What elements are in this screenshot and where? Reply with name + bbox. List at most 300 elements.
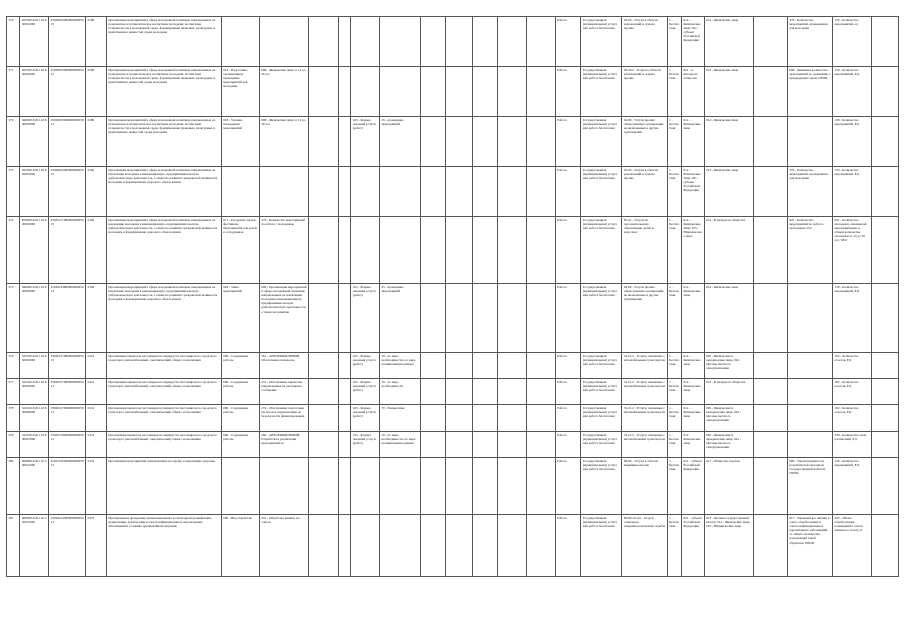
quality-indicator: 925 - Количество мероприятий по работе с молодежью, ЕД bbox=[787, 217, 832, 284]
quality-indicator: 613 - Удельный вес жилищ в очаге, обработанных в очагах инфекционных и паразитарных заболеваний, от общего количества, подлежащих такой обработке, ПРОЦ bbox=[787, 515, 832, 577]
content-param-1: 018 - Уровень проведения мероприятий bbox=[221, 117, 259, 167]
table-row bbox=[7, 458, 899, 515]
empty-col bbox=[445, 432, 473, 458]
payment-type: 1 - Бесплатная bbox=[667, 217, 681, 284]
basic-service-code: 0182 bbox=[86, 284, 107, 353]
basic-service-code: 0155 bbox=[86, 515, 107, 577]
row-number: 380 bbox=[7, 458, 20, 515]
row-number: 379 bbox=[7, 432, 20, 458]
empty-col bbox=[445, 67, 473, 117]
empty-col bbox=[309, 432, 339, 458]
volume-indicator: 243 - Объем обработанных помещений в очагах жилищ по отчету, м bbox=[833, 515, 872, 577]
unique-number: 3302012790000000005013 bbox=[49, 353, 86, 379]
empty-col bbox=[309, 405, 339, 432]
content-param-1: 012 - Подготовка, организация и проведение мероприятий для молодежи bbox=[221, 67, 259, 117]
empty-col bbox=[473, 405, 498, 432]
empty-col bbox=[753, 217, 787, 284]
empty-col bbox=[445, 167, 473, 217]
empty-col bbox=[498, 284, 527, 353]
empty-col bbox=[445, 458, 473, 515]
consumer-group: 014 - Физические лица bbox=[704, 284, 753, 353]
empty-col bbox=[753, 458, 787, 515]
empty-col bbox=[526, 217, 555, 284]
table-row bbox=[7, 284, 899, 353]
condition-param-1: 105 - Формы оказания услуги (работ) bbox=[351, 353, 380, 379]
empty-col bbox=[872, 284, 899, 353]
okved-code: 52.21.2 - Услуги, связанные с автомобильным транспортом bbox=[622, 379, 667, 405]
empty-col bbox=[338, 67, 350, 117]
empty-col bbox=[338, 284, 350, 353]
content-param-1: 017 - Городские лагеря, фестивали. Мероприятия для детей и сотрудников bbox=[221, 217, 259, 284]
empty-col bbox=[338, 405, 350, 432]
empty-col bbox=[526, 17, 555, 67]
service-type: Работа bbox=[555, 379, 581, 405]
service-name: Организация мероприятий в сфере молодежной политики, направленных на вовлечение молодежи в инновационную, предпринимательскую, добровольческую деятельность, а также на развитие гражданской активности молодежи и формирование здорового образа жизни bbox=[106, 167, 221, 217]
consumer-group: 029 - Физические и юридические лица; 022 - Органы местного самоуправления bbox=[704, 405, 753, 432]
consumer-category: 012 - Физические лица; 015 - Юридические лица bbox=[682, 217, 705, 284]
row-number: 370 bbox=[7, 17, 20, 67]
empty-col bbox=[445, 284, 473, 353]
okved-code: 93.29 - Услуги в области развлечений и отдыха прочие bbox=[622, 17, 667, 67]
volume-indicator: 192 - Количество отчетов, ЕД bbox=[833, 405, 872, 432]
condition-param-2: 25 - проведение мероприятий bbox=[379, 284, 420, 353]
payment-type: 1 - Бесплатная bbox=[667, 379, 681, 405]
row-number: 376 bbox=[7, 353, 20, 379]
empty-col bbox=[498, 515, 527, 577]
condition-param-1: 105 - Формы оказания услуги (работ) bbox=[351, 432, 380, 458]
quality-indicator: 379 - Количество мероприятий, проведенных для молодежи bbox=[787, 167, 832, 217]
empty-col bbox=[753, 17, 787, 67]
service-kind: Государственная (муниципальная) услуга или работа бесплатная bbox=[581, 17, 622, 67]
consumer-category: 021 - субъект Российской Федерации bbox=[682, 515, 705, 577]
row-number: 373 bbox=[7, 167, 20, 217]
payment-type: 1 - Бесплатная bbox=[667, 284, 681, 353]
empty-col bbox=[338, 432, 350, 458]
quality-indicator: 008 - Динамика количества мероприятий по сравнению с предыдущим годом, ПРОЦ bbox=[787, 67, 832, 117]
service-name: Организация мероприятий в сфере молодежной политики, направленных на гражданское и патриотическое воспитание молодежи, воспитание толерантности в молодежной среде, формирование правовых, культурных и нравственных ценностей среди молодежи bbox=[106, 117, 221, 167]
row-number: 378 bbox=[7, 405, 20, 432]
consumer-category: 012 - Физические лица bbox=[682, 379, 705, 405]
empty-col bbox=[338, 17, 350, 67]
condition-param-1: 105 - Формы оказания услуги (работ) bbox=[351, 405, 380, 432]
empty-col bbox=[473, 284, 498, 353]
consumer-group: 029 - Физические и юридические лица; 022 - Органы местного самоуправления bbox=[704, 353, 753, 379]
registry-code: 960000.Р.45.1.01550001000 bbox=[20, 515, 49, 577]
services-register-table bbox=[6, 16, 899, 577]
unique-number: 3302012800000000005013 bbox=[49, 432, 86, 458]
empty-col bbox=[498, 458, 527, 515]
consumer-category: 012 - Физические лица bbox=[682, 405, 705, 432]
registry-code: 022500.Р.45.1.01830002000 bbox=[20, 67, 49, 117]
empty-col bbox=[338, 167, 350, 217]
row-number: 371 bbox=[7, 67, 20, 117]
consumer-category: 012 - Физические лица bbox=[682, 117, 705, 167]
service-name: Организация и проведение дезинсекционных и санитарной дезинфекции, дезинсекции, дератизации в очагах инфекционных и паразитарных заболеваний и условиях чрезвычайной ситуации bbox=[106, 515, 221, 577]
empty-col bbox=[309, 379, 339, 405]
service-type: Работа bbox=[555, 67, 581, 117]
basic-service-code: 0114 bbox=[86, 405, 107, 432]
basic-service-code: 0182 bbox=[86, 167, 107, 217]
service-kind: Государственная (муниципальная) услуга или работа бесплатная bbox=[581, 405, 622, 432]
empty-col bbox=[872, 117, 899, 167]
service-type: Работа bbox=[555, 167, 581, 217]
okved-code: 86.90.19.110 - Услуги санитарно-эпидемиологической службы bbox=[622, 515, 667, 577]
quality-indicator bbox=[787, 379, 832, 405]
content-param-1: 090 - Содержание работы bbox=[221, 379, 259, 405]
payment-type: 1 - Бесплатная bbox=[667, 117, 681, 167]
condition-param-1 bbox=[351, 458, 380, 515]
empty-col bbox=[473, 167, 498, 217]
empty-col bbox=[421, 515, 446, 577]
condition-param-2: 70 - по мере необходимости, по мере возникновения данных bbox=[379, 353, 420, 379]
row-number: 381 bbox=[7, 515, 20, 577]
empty-col bbox=[753, 284, 787, 353]
condition-param-2: 25 - проведение мероприятий bbox=[379, 117, 420, 167]
okved-code: 52.21.2 - Услуги, связанные с автомобильным транспортом bbox=[622, 405, 667, 432]
content-param-2 bbox=[259, 167, 308, 217]
empty-col bbox=[872, 432, 899, 458]
empty-col bbox=[421, 117, 446, 167]
service-type: Работа bbox=[555, 217, 581, 284]
empty-col bbox=[872, 515, 899, 577]
table-row bbox=[7, 217, 899, 284]
basic-service-code: 0182 bbox=[86, 217, 107, 284]
empty-col bbox=[445, 405, 473, 432]
content-param-2: 245 - Обработка жилищ, не очагов bbox=[259, 515, 308, 577]
condition-param-2 bbox=[379, 458, 420, 515]
content-param-1 bbox=[221, 17, 259, 67]
condition-param-2 bbox=[379, 515, 420, 577]
service-type: Работа bbox=[555, 17, 581, 67]
empty-col bbox=[498, 432, 527, 458]
registry-code: 022500.Р.45.1.01820001000 bbox=[20, 167, 49, 217]
empty-col bbox=[753, 379, 787, 405]
registry-code: 940000.Р.45.1.01830003000 bbox=[20, 117, 49, 167]
empty-col bbox=[473, 432, 498, 458]
content-param-1 bbox=[221, 167, 259, 217]
empty-col bbox=[309, 458, 339, 515]
empty-col bbox=[421, 217, 446, 284]
empty-col bbox=[338, 379, 350, 405]
service-name: Организация мероприятий в сфере молодежной политики, направленных на вовлечение молодежи в инновационную, предпринимательскую, добровольческую деятельность, а также на развитие гражданской активности молодежи и формирование здорового образа жизни bbox=[106, 284, 221, 353]
content-param-2 bbox=[259, 17, 308, 67]
volume-indicator: 001 - Количество молодежи, охваченной мероприятиями, в общем количестве молодежи от 14 до 30 лет, ЧЕЛ bbox=[833, 217, 872, 284]
registry-code: 522100.Р.45.1.01830004000 bbox=[20, 353, 49, 379]
service-type: Работа bbox=[555, 284, 581, 353]
registry-code: 522100.Р.45.1.01830007000 bbox=[20, 432, 49, 458]
empty-col bbox=[526, 458, 555, 515]
empty-col bbox=[872, 405, 899, 432]
condition-param-2 bbox=[379, 67, 420, 117]
empty-col bbox=[309, 217, 339, 284]
table-row bbox=[7, 117, 899, 167]
quality-indicator bbox=[787, 117, 832, 167]
payment-type: 1 - Бесплатная bbox=[667, 67, 681, 117]
service-kind: Государственная (муниципальная) услуга или работа бесплатная bbox=[581, 353, 622, 379]
service-name: Организация мероприятий в сфере молодежной политики, направленных на гражданское и патриотическое воспитание молодежи, воспитание толерантности в молодежной среде, формирование правовых, культурных и нравственных ценностей среди молодежи bbox=[106, 17, 221, 67]
empty-col bbox=[445, 515, 473, 577]
empty-col bbox=[872, 379, 899, 405]
empty-col bbox=[473, 217, 498, 284]
consumer-group: 014 - Физические лица bbox=[704, 17, 753, 67]
row-number: 374 bbox=[7, 217, 20, 284]
condition-param-1 bbox=[351, 515, 380, 577]
okved-code: 86.90 - Услуги в области медицины прочие bbox=[622, 458, 667, 515]
empty-col bbox=[872, 67, 899, 117]
empty-col bbox=[421, 167, 446, 217]
consumer-category: 012 - Физические лица bbox=[682, 353, 705, 379]
empty-col bbox=[338, 217, 350, 284]
service-type: Работа bbox=[555, 353, 581, 379]
payment-type: 1 - Бесплатная bbox=[667, 167, 681, 217]
unique-number: 2502813480000000005013 bbox=[49, 284, 86, 353]
empty-col bbox=[498, 67, 527, 117]
service-kind: Государственная (муниципальная) услуга или работа бесплатная bbox=[581, 432, 622, 458]
row-number: 375 bbox=[7, 284, 20, 353]
empty-col bbox=[338, 117, 350, 167]
service-kind: Государственная (муниципальная) услуга или работа бесплатная bbox=[581, 217, 622, 284]
unique-number: 2502810000000000005013 bbox=[49, 167, 86, 217]
basic-service-code: 0114 bbox=[86, 379, 107, 405]
empty-col bbox=[753, 353, 787, 379]
content-param-1: 090 - Содержание работы bbox=[221, 432, 259, 458]
basic-service-code: 0114 bbox=[86, 353, 107, 379]
content-param-2 bbox=[259, 458, 308, 515]
content-param-1: 006 - Вид обработки bbox=[221, 515, 259, 577]
payment-type: 1 - Бесплатная bbox=[667, 515, 681, 577]
consumer-group: 029 - Физические и юридические лица; 022 - Органы местного самоуправления bbox=[704, 432, 753, 458]
okved-code: 93.29.2 - Услуги в области развлечений и отдыха прочие bbox=[622, 67, 667, 117]
empty-col bbox=[445, 379, 473, 405]
condition-param-1: 105 - Формы оказания услуги (работ) bbox=[351, 117, 380, 167]
okved-code: 93.29 - Услуги в области развлечений и отдыха прочие bbox=[622, 167, 667, 217]
registry-code: 522100.Р.45.1.01830005000 bbox=[20, 379, 49, 405]
consumer-group: 014 - Физические лица bbox=[704, 167, 753, 217]
condition-param-2 bbox=[379, 17, 420, 67]
service-name: Организация перевозок пассажиров на маршрутах пассажирского городского транспорта (автомобильный, электрический) общего пользования bbox=[106, 379, 221, 405]
empty-col bbox=[445, 217, 473, 284]
unique-number: 3302012790000000005013 bbox=[49, 405, 86, 432]
service-kind: Государственная (муниципальная) услуга или работа бесплатная bbox=[581, 167, 622, 217]
volume-indicator: 130 - Количество мероприятий, ЕД bbox=[833, 458, 872, 515]
payment-type: 1 - Бесплатная bbox=[667, 405, 681, 432]
content-param-2: 279 - Количество мероприятий по работе с молодежью bbox=[259, 217, 308, 284]
unique-number: 2502512790000000005013 bbox=[49, 217, 86, 284]
empty-col bbox=[498, 379, 527, 405]
volume-indicator: 130 - Количество мероприятий, ЕД bbox=[833, 117, 872, 167]
table-row bbox=[7, 432, 899, 458]
empty-col bbox=[498, 17, 527, 67]
quality-indicator bbox=[787, 405, 832, 432]
empty-col bbox=[309, 284, 339, 353]
consumer-category: 012 - Физические лица; 021 - субъект Российской Федерации bbox=[682, 167, 705, 217]
service-type: Работа bbox=[555, 405, 581, 432]
empty-col bbox=[526, 67, 555, 117]
condition-param-2: 70 - Ежемесячно bbox=[379, 405, 420, 432]
empty-col bbox=[473, 117, 498, 167]
content-param-2: 274 - Обеспечение перевозок, направленных на регулярное сообщение bbox=[259, 379, 308, 405]
empty-col bbox=[421, 67, 446, 117]
volume-indicator: 130 - Количество мероприятий, ед bbox=[833, 17, 872, 67]
consumer-group: 014 - В интересах общества bbox=[704, 379, 753, 405]
empty-col bbox=[421, 379, 446, 405]
condition-param-1: 105 - Формы оказания услуги (работ) bbox=[351, 284, 380, 353]
volume-indicator: 130 - Количество мероприятий, ЕД bbox=[833, 67, 872, 117]
empty-col bbox=[753, 405, 787, 432]
basic-service-code: 0180 bbox=[86, 17, 107, 67]
quality-indicator: 379 - Количество мероприятий, проведенных для молодежи bbox=[787, 17, 832, 67]
consumer-group: 014 - Физические лица bbox=[704, 117, 753, 167]
service-name: Организация перевозок пассажиров на маршрутах пассажирского городского транспорта (автомобильный, электрический) общего пользования bbox=[106, 432, 221, 458]
quality-indicator bbox=[787, 284, 832, 353]
content-param-1: 090 - Содержание работы bbox=[221, 353, 259, 379]
empty-col bbox=[421, 284, 446, 353]
volume-indicator: 130 - Количество мероприятий, ЕД bbox=[833, 167, 872, 217]
okved-code: 52.21.2 - Услуги, связанные с автомобильным транспортом bbox=[622, 432, 667, 458]
empty-col bbox=[526, 379, 555, 405]
basic-service-code: 0154 bbox=[86, 458, 107, 515]
service-type: Работа bbox=[555, 432, 581, 458]
empty-col bbox=[498, 167, 527, 217]
empty-col bbox=[872, 17, 899, 67]
condition-param-1: 105 - Формы оказания услуги (работ) bbox=[351, 379, 380, 405]
table-row bbox=[7, 515, 899, 577]
consumer-group: 013 - Органы государственной власти; 014 - Физические лица; 016 - Юридические лица bbox=[704, 515, 753, 577]
registry-code: 522100.Р.45.1.01830006000 bbox=[20, 405, 49, 432]
unique-number: 2502810000000000005013 bbox=[49, 17, 86, 67]
quality-indicator bbox=[787, 353, 832, 379]
registry-code: 850000.Р.45.1.01820002000 bbox=[20, 217, 49, 284]
empty-col bbox=[309, 67, 339, 117]
empty-col bbox=[872, 167, 899, 217]
consumer-category: 012 - Физические лица; 021 - субъект Российской Федерации bbox=[682, 17, 705, 67]
content-param-1: 090 - Содержание работы bbox=[221, 405, 259, 432]
volume-indicator: 192 - Количество отчетов, ЕД bbox=[833, 353, 872, 379]
row-number: 377 bbox=[7, 379, 20, 405]
unique-number: 2502810000000000005012 bbox=[49, 67, 86, 117]
row-number: 372 bbox=[7, 117, 20, 167]
empty-col bbox=[421, 432, 446, 458]
consumer-category: 012 - Физические лица bbox=[682, 284, 705, 353]
empty-col bbox=[526, 167, 555, 217]
okved-code: 52.21.2 - Услуги, связанные с автомобильным транспортом bbox=[622, 353, 667, 379]
content-param-1: 004 - Типы мероприятий bbox=[221, 284, 259, 353]
content-param-2: 008 - Организация мероприятий в сфере молодежной политики, направленных на вовлечение молодежи в инновационную, предпринимательскую, добровольческую деятельность, а также на развитие bbox=[259, 284, 308, 353]
registry-code: 940000.Р.45.1.01820003000 bbox=[20, 284, 49, 353]
empty-col bbox=[753, 432, 787, 458]
empty-col bbox=[872, 458, 899, 515]
condition-param-2: 70 - по мере необходимости, по мере возникновения данных bbox=[379, 432, 420, 458]
condition-param-1 bbox=[351, 67, 380, 117]
payment-type: 1 - Бесплатная bbox=[667, 353, 681, 379]
empty-col bbox=[498, 217, 527, 284]
okved-code: 94.99 - Услуги прочих общественных организаций, не включенных в другие группировки bbox=[622, 284, 667, 353]
empty-col bbox=[421, 17, 446, 67]
content-param-2: 274 - Обеспечение подготовки расчетов и документации по безопасности финансирования bbox=[259, 405, 308, 432]
consumer-category: 021 - субъект Российской Федерации bbox=[682, 458, 705, 515]
basic-service-code: 0114 bbox=[86, 432, 107, 458]
empty-col bbox=[526, 117, 555, 167]
content-param-2: 269 - АВТОМОБИЛЬНЫЙ. Разработка и реализация мероприятий по bbox=[259, 432, 308, 458]
table-row bbox=[7, 379, 899, 405]
empty-col bbox=[338, 353, 350, 379]
content-param-2: 008 - Физические лица от 14 до 30 лет bbox=[259, 67, 308, 117]
empty-col bbox=[473, 458, 498, 515]
service-kind: Государственная (муниципальная) услуга или работа бесплатная bbox=[581, 458, 622, 515]
table-row bbox=[7, 167, 899, 217]
empty-col bbox=[338, 515, 350, 577]
service-kind: Государственная (муниципальная) услуга или работа бесплатная bbox=[581, 67, 622, 117]
condition-param-1 bbox=[351, 17, 380, 67]
empty-col bbox=[473, 67, 498, 117]
table-row bbox=[7, 353, 899, 379]
empty-col bbox=[498, 353, 527, 379]
table-row bbox=[7, 405, 899, 432]
empty-col bbox=[421, 405, 446, 432]
payment-type: 1 - Бесплатная bbox=[667, 17, 681, 67]
volume-indicator: 336 - Количество схем, расписаний, ЕД bbox=[833, 432, 872, 458]
empty-col bbox=[753, 515, 787, 577]
unique-number: 2502810000000000003013 bbox=[49, 117, 86, 167]
table-row bbox=[7, 17, 899, 67]
consumer-category: 001 - в интересах общества bbox=[682, 67, 705, 117]
consumer-category: 012 - Физические лица bbox=[682, 432, 705, 458]
registry-code: 960000.Р.45.1.01540001000 bbox=[20, 458, 49, 515]
condition-param-1 bbox=[351, 167, 380, 217]
empty-col bbox=[309, 515, 339, 577]
empty-col bbox=[309, 353, 339, 379]
empty-col bbox=[421, 353, 446, 379]
empty-col bbox=[445, 353, 473, 379]
volume-indicator: 130 - Количество мероприятий, ЕД bbox=[833, 284, 872, 353]
condition-param-2 bbox=[379, 167, 420, 217]
basic-service-code: 0180 bbox=[86, 67, 107, 117]
service-kind: Государственная (муниципальная) услуга или работа бесплатная bbox=[581, 284, 622, 353]
empty-col bbox=[421, 458, 446, 515]
unique-number: 2502710000000000005013 bbox=[49, 458, 86, 515]
basic-service-code: 0180 bbox=[86, 117, 107, 167]
service-name: Организация перевозок пассажиров на маршрутах пассажирского городского транспорта (автомобильный, электрический) общего пользования bbox=[106, 405, 221, 432]
empty-col bbox=[526, 515, 555, 577]
empty-col bbox=[498, 405, 527, 432]
service-kind: Государственная (муниципальная) услуга или работа бесплатная bbox=[581, 379, 622, 405]
content-param-2: 008 - Физические лица от 14 до 30 лет bbox=[259, 117, 308, 167]
consumer-group: 014 - Физические лица bbox=[704, 67, 753, 117]
empty-col bbox=[338, 458, 350, 515]
empty-col bbox=[309, 117, 339, 167]
empty-col bbox=[309, 167, 339, 217]
content-param-2: 391 - АВТОМОБИЛЬНЫЙ. Обеспечение перевозок bbox=[259, 353, 308, 379]
empty-col bbox=[473, 353, 498, 379]
empty-col bbox=[445, 117, 473, 167]
volume-indicator: 192 - Количество отчетов, ЕД bbox=[833, 379, 872, 405]
empty-col bbox=[473, 17, 498, 67]
empty-col bbox=[753, 117, 787, 167]
empty-col bbox=[309, 17, 339, 67]
service-name: Организация мероприятий в сфере молодежной политики, направленных на вовлечение молодежи в инновационную, предпринимательскую, добровольческую деятельность, а также на развитие гражданской активности молодежи и формирование здорового образа жизни bbox=[106, 217, 221, 284]
empty-col bbox=[473, 515, 498, 577]
empty-col bbox=[498, 117, 527, 167]
table-row bbox=[7, 67, 899, 117]
content-param-1 bbox=[221, 458, 259, 515]
service-kind: Государственная (муниципальная) услуга или работа бесплатная bbox=[581, 515, 622, 577]
service-type: Работа bbox=[555, 117, 581, 167]
empty-col bbox=[526, 353, 555, 379]
empty-col bbox=[526, 405, 555, 432]
condition-param-1 bbox=[351, 217, 380, 284]
empty-col bbox=[872, 353, 899, 379]
service-name: Организация мероприятий, направленных на охрану и укрепление здоровья bbox=[106, 458, 221, 515]
